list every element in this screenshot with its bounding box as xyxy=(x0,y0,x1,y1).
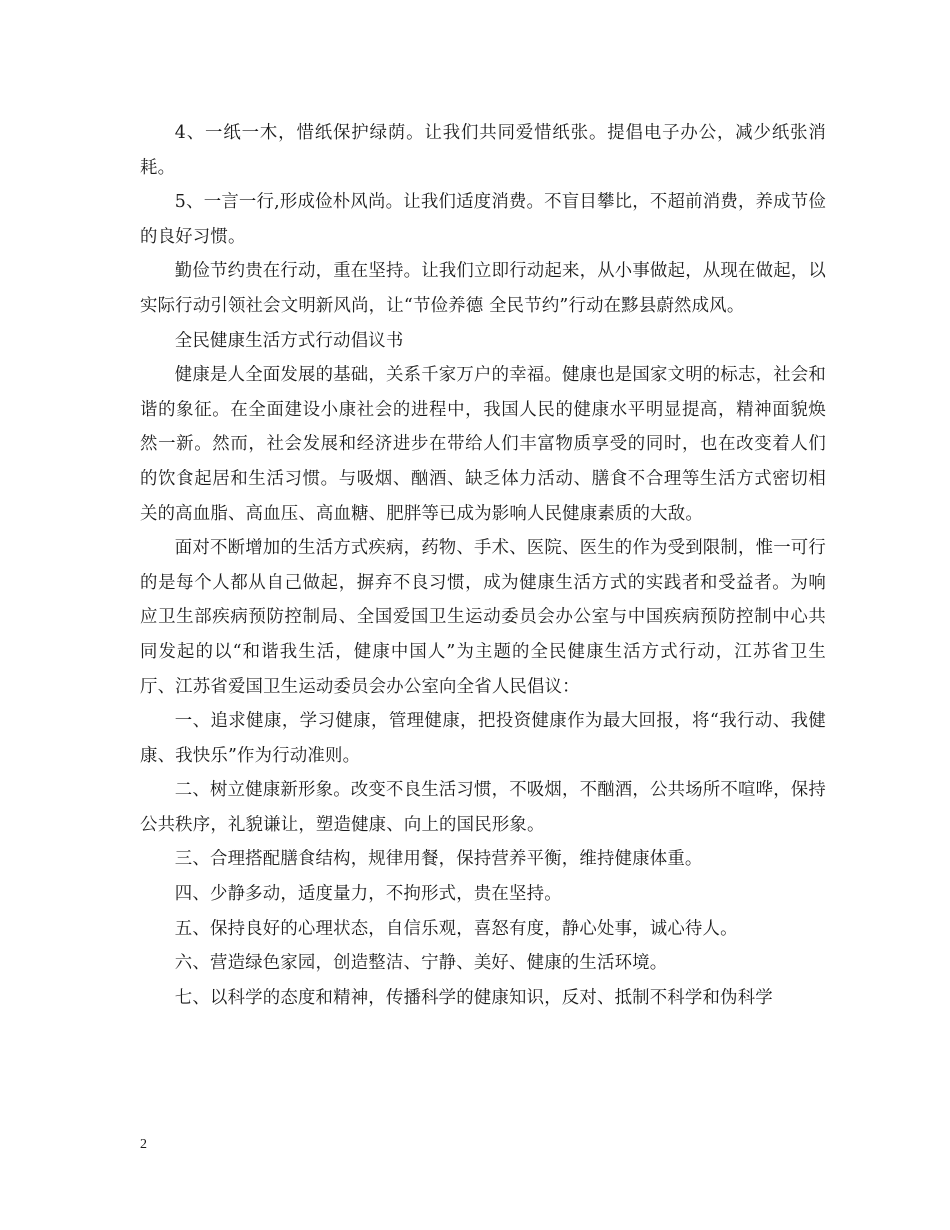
proposal-item-1: 一、追求健康，学习健康，管理健康，把投资健康作为最大回报，将“我行动、我健康、我快乐”作为行动准则。 xyxy=(140,711,826,766)
proposal-item-3: 三、合理搭配膳食结构，规律用餐，保持营养平衡，维持健康体重。 xyxy=(174,849,703,870)
proposal-item-7: 七、以科学的态度和精神，传播科学的健康知识，反对、抵制不科学和伪科学 xyxy=(174,987,773,1008)
page-number: 2 xyxy=(140,1137,147,1152)
paragraph-conclusion: 勤俭节约贵在行动，重在坚持。让我们立即行动起来，从小事做起，从现在做起，以实际行动引领社会文明新风尚，让“节俭养德 全民节约”行动在黟县蔚然成风。 xyxy=(140,261,826,316)
proposal-item-5: 五、保持良好的心理状态，自信乐观，喜怒有度，静心处事，诚心待人。 xyxy=(174,918,738,939)
proposal-item-4: 四、少静多动，适度量力，不拘形式，贵在坚持。 xyxy=(174,884,562,905)
paragraph-intro: 健康是人全面发展的基础，关系千家万户的幸福。健康也是国家文明的标志，社会和谐的象征。在全面建设小康社会的进程中，我国人民的健康水平明显提高，精神面貌焕然一新。然而，社会发展和经济进步在带给人们丰富物质享受的同时，也在改变着人们的饮食起居和生活习惯。与吸烟、酗酒、缺乏体力活动、膳食不合理等生活方式密切相关的高血脂、高血压、高血糖、肥胖等已成为影响人民健康素质的大敌。 xyxy=(140,365,826,524)
document-body xyxy=(140,116,826,1015)
proposal-item-6: 六、营造绿色家园，创造整洁、宁静、美好、健康的生活环境。 xyxy=(174,953,668,974)
proposal-item-2: 二、树立健康新形象。改变不良生活习惯，不吸烟，不酗酒，公共场所不喧哗，保持公共秩序，礼貌谦让，塑造健康、向上的国民形象。 xyxy=(140,780,826,835)
section-title: 全民健康生活方式行动倡议书 xyxy=(174,330,404,351)
paragraph-item-4: 4、一纸一木，惜纸保护绿荫。让我们共同爱惜纸张。提倡电子办公，减少纸张消耗。 xyxy=(140,123,826,178)
paragraph-item-5: 5、一言一行,形成俭朴风尚。让我们适度消费。不盲目攀比，不超前消费，养成节俭的良好习惯。 xyxy=(140,192,826,247)
paragraph-call: 面对不断增加的生活方式疾病，药物、手术、医院、医生的作为受到限制，惟一可行的是每个人都从自己做起，摒弃不良习惯，成为健康生活方式的实践者和受益者。为响应卫生部疾病预防控制局、全国爱国卫生运动委员会办公室与中国疾病预防控制中心共同发起的以“和谐我生活，健康中国人”为主题的全民健康生活方式行动，江苏省卫生厅、江苏省爱国卫生运动委员会办公室向全省人民倡议： xyxy=(140,538,826,697)
